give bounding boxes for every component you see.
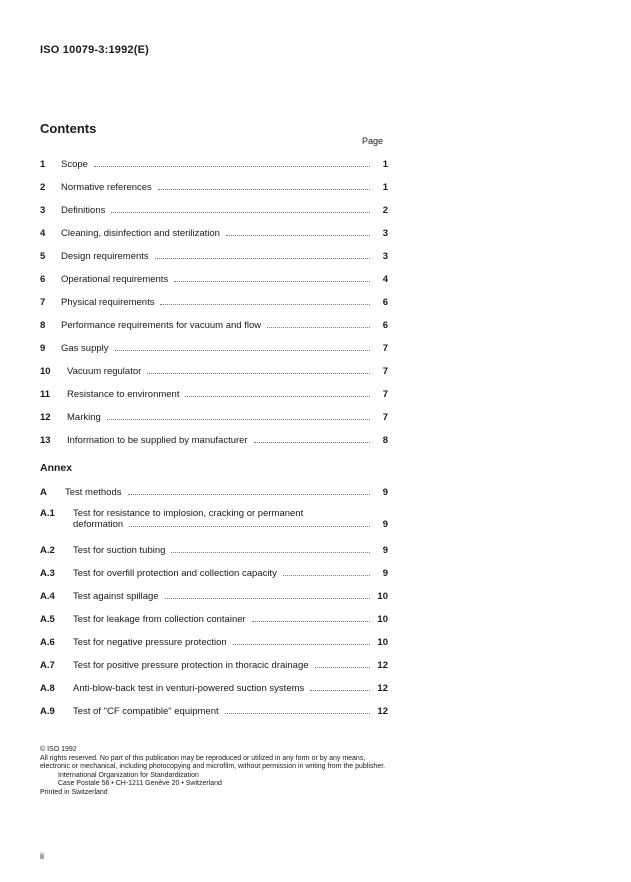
rights-statement: All rights reserved. No part of this publication may be reproduced or utilized in any form or by any means, electronic or mechanical, including photocopying and microfilm, without permission in writing from the publisher.	[40, 754, 386, 770]
toc-entry-title: Performance requirements for vacuum and flow	[61, 320, 262, 331]
toc-entry-number: 9	[40, 343, 46, 354]
dot-leader	[128, 493, 371, 495]
toc-entry-page: 1	[382, 182, 388, 193]
toc-entry[interactable]	[40, 542, 388, 556]
toc-entry-number: A.2	[40, 545, 55, 556]
toc-entry-title-continued: deformation	[73, 519, 124, 530]
toc-entry-number: 13	[40, 435, 51, 446]
toc-entry-page: 3	[382, 228, 388, 239]
toc-entry[interactable]	[40, 225, 388, 239]
toc-entry[interactable]	[40, 611, 388, 625]
toc-entry-number: 10	[40, 366, 51, 377]
toc-entry[interactable]	[40, 363, 388, 377]
toc-entry[interactable]	[40, 340, 388, 354]
dot-leader	[115, 349, 370, 351]
toc-entry[interactable]	[40, 317, 388, 331]
toc-entry-title: Marking	[67, 412, 101, 423]
toc-entry-number: A.9	[40, 706, 55, 717]
toc-entry-number: A.3	[40, 568, 55, 579]
toc-entry-page: 7	[382, 412, 388, 423]
copyright-notice	[40, 746, 390, 797]
copyright-line: © ISO 1992	[40, 746, 77, 753]
toc-entry-page: 8	[382, 435, 388, 446]
toc-entry-number: 5	[40, 251, 46, 262]
dot-leader	[233, 643, 370, 645]
toc-entry[interactable]	[40, 156, 388, 170]
toc-entry-title: Test for leakage from collection container	[73, 614, 246, 625]
toc-entry-number: 2	[40, 182, 46, 193]
toc-entry-title: Test methods	[65, 487, 122, 498]
toc-entry-title: Test for overfill protection and collection capacity	[73, 568, 277, 579]
toc-entry[interactable]	[40, 657, 388, 671]
dot-leader	[160, 303, 370, 305]
dot-leader	[254, 441, 370, 443]
dot-leader	[310, 689, 370, 691]
toc-entry[interactable]	[40, 508, 388, 532]
toc-entry-number: 7	[40, 297, 46, 308]
toc-entry[interactable]	[40, 248, 388, 262]
toc-entry-title: Normative references	[61, 182, 152, 193]
toc-entry-title: Anti-blow-back test in venturi-powered suction systems	[73, 683, 305, 694]
toc-entry-title: Gas supply	[61, 343, 109, 354]
toc-entry-title: Operational requirements	[61, 274, 169, 285]
toc-entry-title: Design requirements	[61, 251, 149, 262]
toc-entry[interactable]	[40, 409, 388, 423]
toc-entry-page: 12	[377, 660, 388, 671]
dot-leader	[158, 188, 370, 190]
toc-entry-number: 6	[40, 274, 46, 285]
dot-leader	[315, 666, 370, 668]
toc-entry-title: Scope	[61, 159, 88, 170]
toc-entry-number: 12	[40, 412, 51, 423]
toc-entry-page: 4	[382, 274, 388, 285]
dot-leader	[111, 211, 370, 213]
dot-leader	[174, 280, 370, 282]
toc-entry-page: 7	[382, 389, 388, 400]
toc-entry-number: 11	[40, 389, 51, 400]
toc-entry-number: A	[40, 487, 47, 498]
toc-entry-title: Cleaning, disinfection and sterilization	[61, 228, 220, 239]
toc-entry-page: 6	[382, 297, 388, 308]
toc-entry-number: A.7	[40, 660, 55, 671]
toc-entry-title: Resistance to environment	[67, 389, 180, 400]
toc-entry-page: 10	[377, 591, 388, 602]
toc-entry-page: 7	[382, 366, 388, 377]
dot-leader	[147, 372, 370, 374]
toc-entry-page: 7	[382, 343, 388, 354]
document-id: ISO 10079-3:1992(E)	[40, 44, 149, 56]
toc-entry-title: Test of "CF compatible" equipment	[73, 706, 219, 717]
toc-entry-title: Test against spillage	[73, 591, 159, 602]
toc-entry-number: A.5	[40, 614, 55, 625]
dot-leader	[252, 620, 370, 622]
toc-entry-page: 9	[382, 519, 388, 530]
toc-entry-page: 1	[382, 159, 388, 170]
page-number: ii	[40, 851, 44, 861]
toc-entry-title: Test for resistance to implosion, cracking or permanent	[73, 508, 304, 519]
toc-entry[interactable]	[40, 294, 388, 308]
toc-entry-page: 12	[377, 706, 388, 717]
toc-entry-number: A.4	[40, 591, 55, 602]
dot-leader	[226, 234, 370, 236]
toc-entry[interactable]	[40, 703, 388, 717]
toc-entry-title: Test for suction tubing	[73, 545, 166, 556]
toc-entry-page: 12	[377, 683, 388, 694]
contents-heading: Contents	[40, 121, 97, 136]
toc-entry-page: 6	[382, 320, 388, 331]
toc-entry[interactable]	[40, 484, 388, 498]
toc-entry-page: 9	[382, 487, 388, 498]
toc-entry[interactable]	[40, 680, 388, 694]
toc-entry-number: 1	[40, 159, 46, 170]
dot-leader	[165, 597, 370, 599]
toc-entry-title: Definitions	[61, 205, 106, 216]
toc-entry-title: Physical requirements	[61, 297, 155, 308]
toc-entry-number: 8	[40, 320, 46, 331]
toc-entry[interactable]	[40, 202, 388, 216]
dot-leader	[283, 574, 370, 576]
toc-entry[interactable]	[40, 588, 388, 602]
toc-entry-page: 10	[377, 614, 388, 625]
toc-entry-title: Test for negative pressure protection	[73, 637, 227, 648]
toc-entry-page: 9	[382, 568, 388, 579]
toc-entry-number: 4	[40, 228, 46, 239]
dot-leader	[185, 395, 370, 397]
dot-leader	[155, 257, 370, 259]
dot-leader	[94, 165, 370, 167]
dot-leader	[107, 418, 370, 420]
toc-entry-title: Information to be supplied by manufacturer	[67, 435, 248, 446]
toc-entry[interactable]	[40, 386, 388, 400]
toc-entry[interactable]	[40, 565, 388, 579]
printed-location: Printed in Switzerland	[40, 788, 108, 796]
toc-entry-number: A.1	[40, 508, 55, 519]
dot-leader	[225, 712, 370, 714]
annex-heading: Annex	[40, 462, 73, 474]
dot-leader	[129, 525, 370, 527]
page-column-label: Page	[362, 136, 384, 146]
toc-entry[interactable]	[40, 432, 388, 446]
toc-entry-page: 10	[377, 637, 388, 648]
organization-address: Case Postale 56 • CH-1211 Genève 20 • Switzerland	[58, 780, 222, 787]
toc-entry[interactable]	[40, 634, 388, 648]
dot-leader	[171, 551, 370, 553]
toc-entry-page: 2	[382, 205, 388, 216]
toc-entry-title: Vacuum regulator	[67, 366, 142, 377]
toc-entry-number: A.8	[40, 683, 55, 694]
toc-entry-title: Test for positive pressure protection in thoracic drainage	[73, 660, 309, 671]
organization-name: International Organization for Standardization	[58, 771, 199, 779]
toc-entry-page: 3	[382, 251, 388, 262]
toc-entry-number: A.6	[40, 637, 55, 648]
toc-entry[interactable]	[40, 179, 388, 193]
toc-entry[interactable]	[40, 271, 388, 285]
toc-entry-page: 9	[382, 545, 388, 556]
dot-leader	[267, 326, 370, 328]
toc-entry-number: 3	[40, 205, 46, 216]
